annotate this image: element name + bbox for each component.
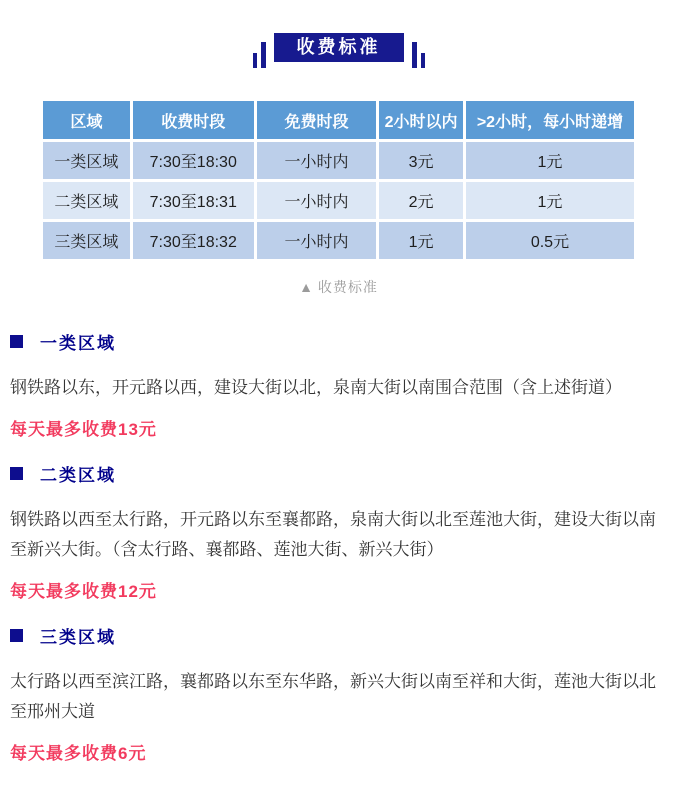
table-row [42, 181, 636, 221]
cell-area: 一类区域 [42, 141, 132, 181]
section-heading [10, 461, 667, 486]
cell-over-2h: 1元 [464, 181, 635, 221]
section-body: 太行路以西至滨江路，襄都路以东至东华路，新兴大街以南至祥和大街，莲池大街以北至邢州大道 [10, 672, 656, 721]
section-area-1 [10, 329, 667, 440]
cell-within-2h: 3元 [378, 141, 465, 181]
area-sections [0, 329, 677, 764]
table-row [42, 141, 636, 181]
banner-decor-bar-icon [261, 42, 266, 68]
table-caption-label: 收费标准 [317, 279, 378, 295]
section-heading [10, 623, 667, 648]
cell-free-period: 一小时内 [255, 181, 377, 221]
daily-max-fee-note: 每天最多收费13元 [10, 420, 157, 439]
section-area-3 [10, 623, 667, 764]
section-body: 钢铁路以西至太行路，开元路以东至襄都路，泉南大街以北至莲池大街，建设大街以南至新兴大街。（含太行路、襄都路、莲池大街、新兴大街） [10, 510, 656, 559]
banner-decor-bar-icon [412, 42, 417, 68]
header-cell-charge-period: 收费时段 [131, 100, 255, 141]
section-body: 钢铁路以东，开元路以西，建设大街以北，泉南大街以南围合范围（含上述街道） [10, 378, 622, 397]
daily-max-fee-note: 每天最多收费6元 [10, 744, 147, 763]
fee-standard-table [40, 98, 637, 262]
cell-free-period: 一小时内 [255, 141, 377, 181]
banner-decor-bar-icon [253, 53, 257, 68]
cell-area: 二类区域 [42, 181, 132, 221]
section-area-2 [10, 461, 667, 602]
section-heading-label: 一类区域 [40, 334, 116, 353]
cell-free-period: 一小时内 [255, 221, 377, 261]
bullet-square-icon [10, 467, 23, 480]
header-cell-free-period: 免费时段 [255, 100, 377, 141]
header-cell-area: 区域 [42, 100, 132, 141]
section-heading-label: 二类区域 [40, 466, 116, 485]
header-cell-within-2h: 2小时以内 [378, 100, 465, 141]
cell-over-2h: 0.5元 [464, 221, 635, 261]
cell-within-2h: 1元 [378, 221, 465, 261]
cell-over-2h: 1元 [464, 141, 635, 181]
up-triangle-icon: ▲ [299, 279, 314, 295]
bullet-square-icon [10, 629, 23, 642]
title-banner [0, 32, 677, 68]
cell-charge-period: 7:30至18:32 [131, 221, 255, 261]
cell-within-2h: 2元 [378, 181, 465, 221]
cell-area: 三类区域 [42, 221, 132, 261]
header-cell-over-2h: >2小时，每小时递增 [464, 100, 635, 141]
daily-max-fee-note: 每天最多收费12元 [10, 582, 157, 601]
section-heading [10, 329, 667, 354]
section-heading-label: 三类区域 [40, 628, 116, 647]
page-title: 收费标准 [274, 33, 404, 62]
table-row [42, 221, 636, 261]
table-header-row [42, 100, 636, 141]
banner-decor-bar-icon [421, 53, 425, 68]
cell-charge-period: 7:30至18:31 [131, 181, 255, 221]
table-caption [0, 277, 677, 297]
bullet-square-icon [10, 335, 23, 348]
cell-charge-period: 7:30至18:30 [131, 141, 255, 181]
